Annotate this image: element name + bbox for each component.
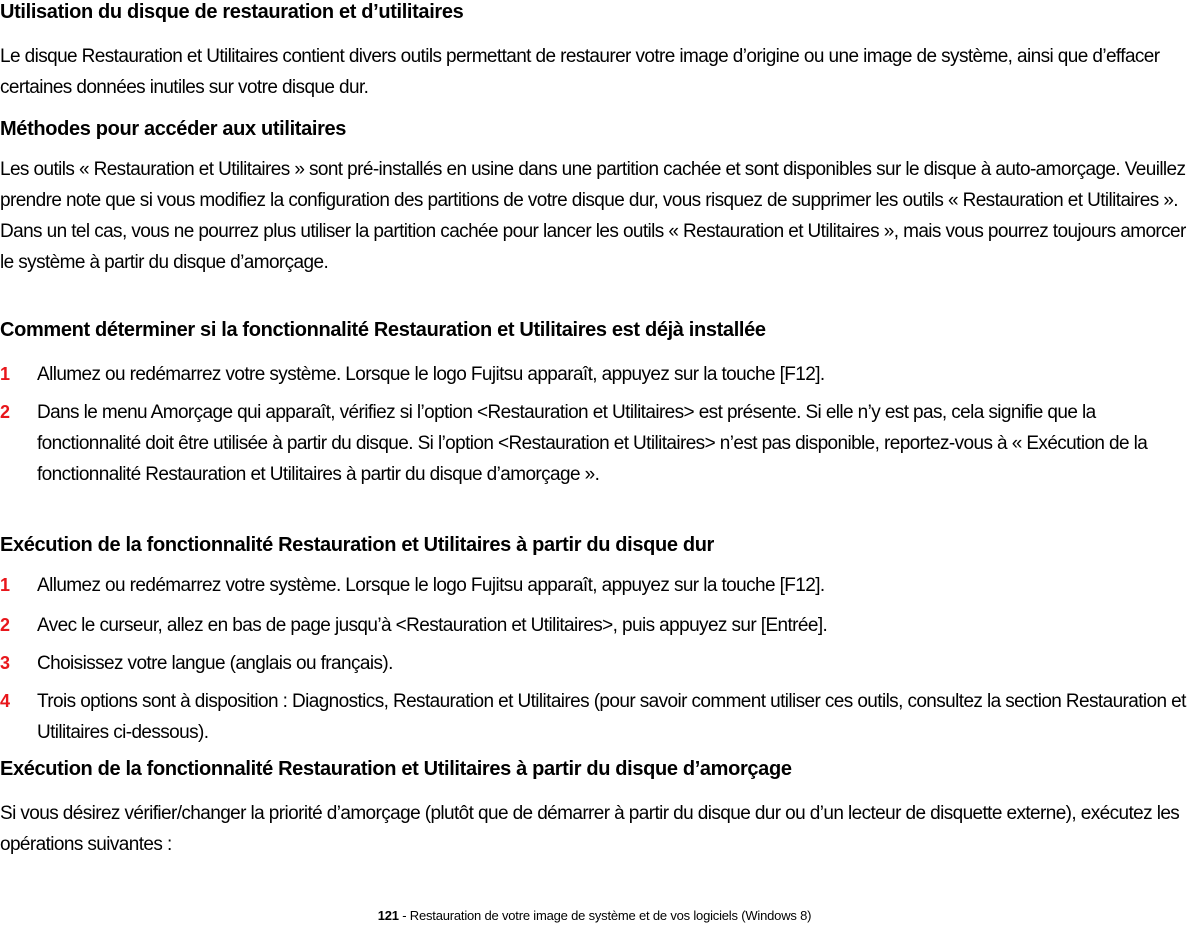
step-number: 1 [0,364,10,384]
step-text: Trois options sont à disposition : Diagnostics, Restauration et Utilitaires (pour savoir comment utiliser ces outils, consultez la section Restauration et Utilitaires ci-dessous). [37,691,1186,743]
paragraph-access-methods: Les outils « Restauration et Utilitaires » sont pré-installés en usine dans une partition cachée et sont disponibles sur le disque à auto-amorçage. Veuillez prendre note que si vous modifiez la configuration des partitions de votre disque dur, vous risquez de supprimer les outils « Restauration et Utilitaires ». Dans un tel cas, vous ne pourrez plus utiliser la partition cachée pour lancer les outils « Restauration et Utilitaires », mais vous pourrez toujours amorcer le système à partir du disque d’amorçage. [0,159,1186,273]
list-item [0,610,1189,641]
heading-check-installed: Comment déterminer si la fonctionnalité Restauration et Utilitaires est déjà installée [0,319,766,341]
heading-restoration-disk: Utilisation du disque de restauration et d’utilitaires [0,1,464,23]
list-item [0,648,1189,679]
list-item [0,397,1189,490]
step-text: Avec le curseur, allez en bas de page jusqu’à <Restauration et Utilitaires>, puis appuyez sur [Entrée]. [37,615,828,636]
step-number: 2 [0,402,10,422]
step-number: 1 [0,575,10,595]
step-number: 3 [0,653,10,673]
page-footer [0,908,1189,924]
list-item [0,359,1189,390]
heading-run-from-boot-disk: Exécution de la fonctionnalité Restauration et Utilitaires à partir du disque d’amorçage [0,758,792,780]
step-text: Allumez ou redémarrez votre système. Lorsque le logo Fujitsu apparaît, appuyez sur la touche [F12]. [37,364,825,385]
paragraph-restoration-disk: Le disque Restauration et Utilitaires contient divers outils permettant de restaurer votre image d’origine ou une image de système, ainsi que d’effacer certaines données inutiles sur votre disque dur. [0,46,1160,98]
page-number: 121 [377,908,399,923]
step-text: Dans le menu Amorçage qui apparaît, vérifiez si l’option <Restauration et Utilitaires> est présente. Si elle n’y est pas, cela signifie que la fonctionnalité doit être utilisée à partir du disque. Si l’option <Restauration et Utilitaires> n’est pas disponible, reportez-vous à « Exécution de la fonctionnalité Restauration et Utilitaires à partir du disque d’amorçage ». [37,402,1148,485]
step-text: Allumez ou redémarrez votre système. Lorsque le logo Fujitsu apparaît, appuyez sur la touche [F12]. [37,575,825,596]
heading-access-methods: Méthodes pour accéder aux utilitaires [0,118,347,140]
list-item [0,686,1189,748]
heading-run-from-hard-disk: Exécution de la fonctionnalité Restauration et Utilitaires à partir du disque dur [0,534,714,556]
step-number: 4 [0,691,10,711]
list-item [0,570,1189,601]
paragraph-boot-priority: Si vous désirez vérifier/changer la priorité d’amorçage (plutôt que de démarrer à partir du disque dur ou d’un lecteur de disquette externe), exécutez les opérations suivantes : [0,803,1180,855]
footer-title: - Restauration de votre image de système et de vos logiciels (Windows 8) [398,908,812,923]
step-text: Choisissez votre langue (anglais ou français). [37,653,393,674]
step-number: 2 [0,615,10,635]
